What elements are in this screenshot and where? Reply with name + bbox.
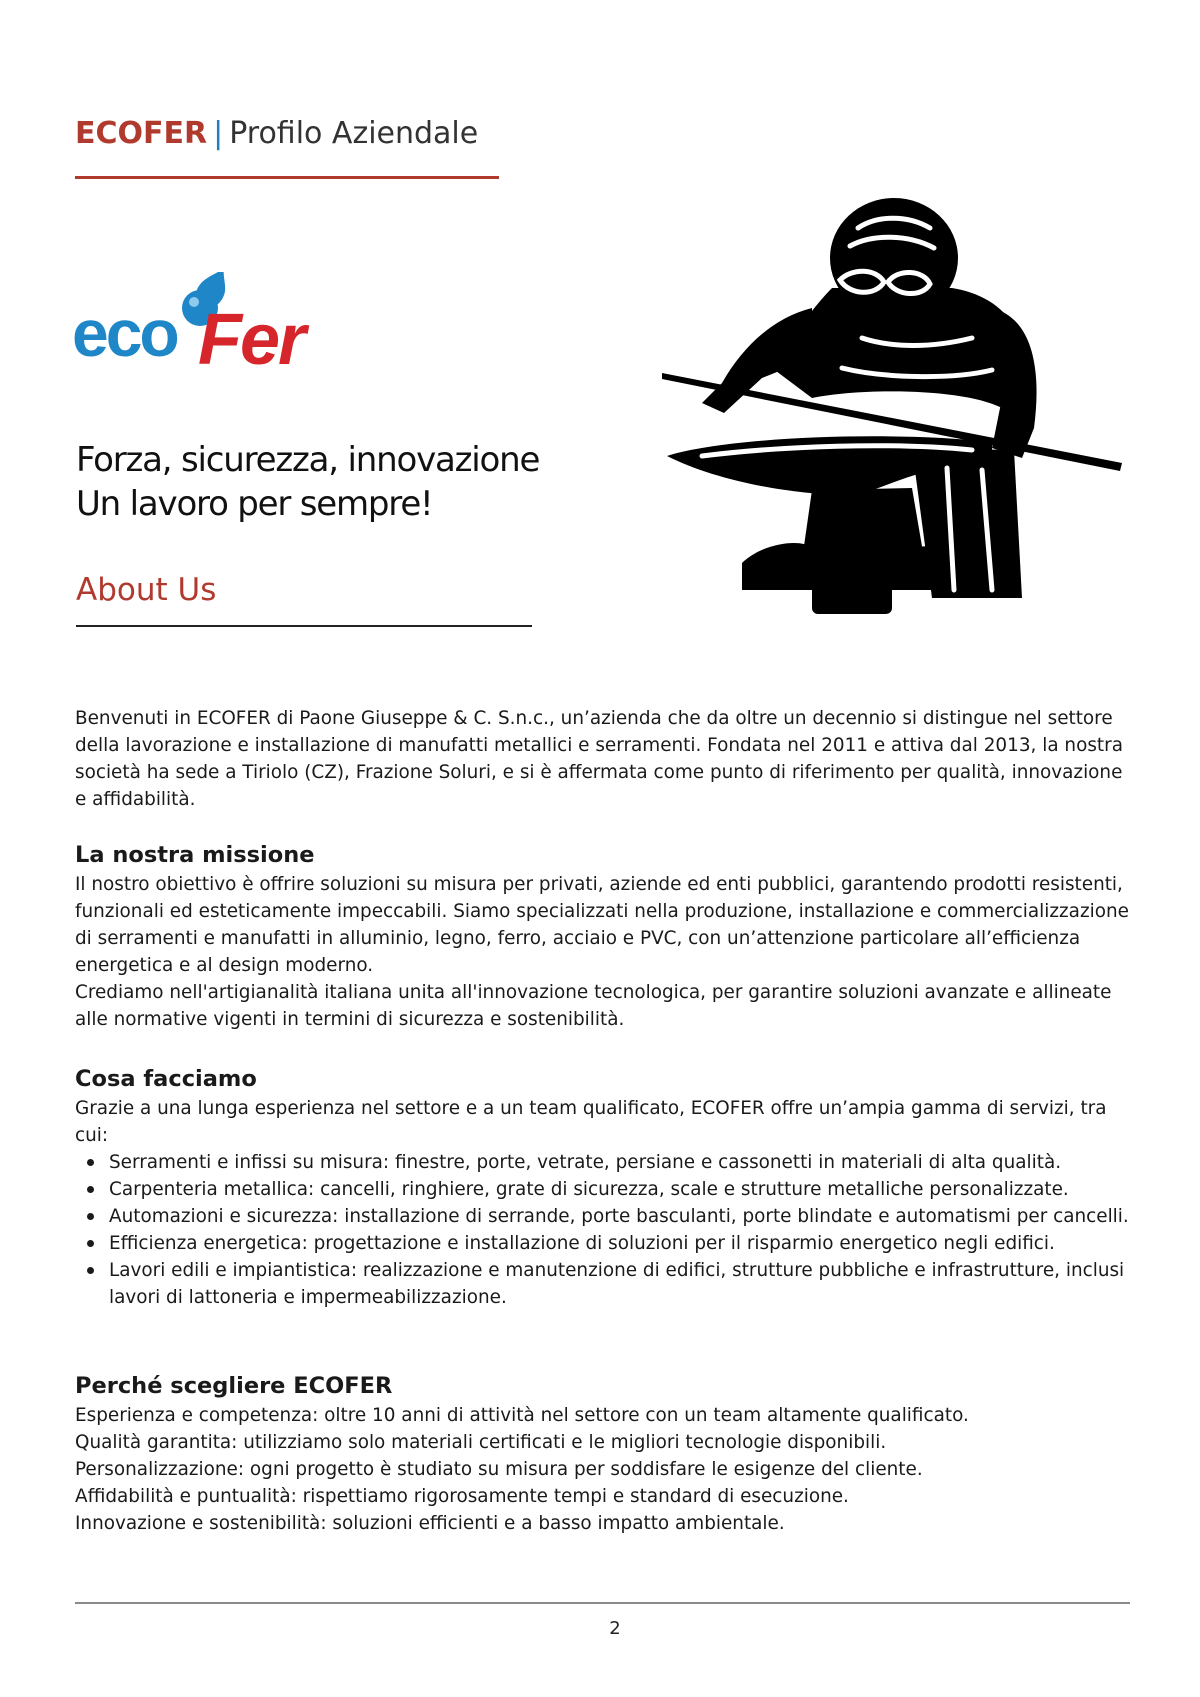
- footer-divider: [75, 1602, 1130, 1604]
- why-heading: Perché scegliere ECOFER: [75, 1373, 393, 1399]
- tagline: [76, 438, 539, 526]
- list-item: Carpenteria metallica: cancelli, ringhiere, grate di sicurezza, scale e strutture metalliche personalizzate.: [109, 1176, 1145, 1203]
- services-list: [75, 1149, 1145, 1311]
- blacksmith-illustration-icon: [662, 198, 1132, 638]
- why-line: Personalizzazione: ogni progetto è studiato su misura per soddisfare le esigenze del cliente.: [75, 1459, 923, 1480]
- header-underline: [75, 176, 499, 179]
- ecofer-logo: [72, 272, 382, 392]
- page-number: 2: [609, 1618, 621, 1639]
- about-us-underline: [76, 625, 532, 627]
- mission-section: [75, 839, 1145, 1033]
- logo-eco-text: eco: [72, 296, 177, 370]
- why-section: [75, 1370, 1145, 1537]
- tagline-line-1: Forza, sicurezza, innovazione: [76, 440, 540, 480]
- header-subtitle: Profilo Aziendale: [229, 116, 479, 151]
- why-line: Innovazione e sostenibilità: soluzioni efficienti e a basso impatto ambientale.: [75, 1513, 785, 1534]
- header-separator: |: [213, 116, 224, 151]
- header-brand: ECOFER: [75, 116, 208, 151]
- list-item: Automazioni e sicurezza: installazione di serrande, porte basculanti, porte blindate e automatismi per cancelli.: [109, 1203, 1145, 1230]
- mission-paragraph-1: Il nostro obiettivo è offrire soluzioni su misura per privati, aziende ed enti pubblici, garantendo prodotti resistenti, funzionali ed esteticamente impeccabili. Siamo specializzati nella produzione, installazione e commercializzazione di serramenti e manufatti in alluminio, legno, ferro, acciaio e PVC, con un’attenzione particolare all’efficienza energetica e al design moderno.: [75, 874, 1129, 976]
- list-item: Serramenti e infissi su misura: finestre, porte, vetrate, persiane e cassonetti in materiali di alta qualità.: [109, 1149, 1145, 1176]
- why-line: Qualità garantita: utilizziamo solo materiali certificati e le migliori tecnologie disponibili.: [75, 1432, 887, 1453]
- tagline-line-2: Un lavoro per sempre!: [76, 484, 433, 524]
- services-section: [75, 1063, 1145, 1311]
- logo-fer-text: Fer: [198, 300, 305, 380]
- about-us-heading: About Us: [76, 572, 217, 608]
- page-header: [75, 114, 478, 154]
- why-line: Affidabilità e puntualità: rispettiamo rigorosamente tempi e standard di esecuzione.: [75, 1486, 849, 1507]
- list-item: Efficienza energetica: progettazione e installazione di soluzioni per il risparmio energetico negli edifici.: [109, 1230, 1145, 1257]
- mission-paragraph-2: Crediamo nell'artigianalità italiana unita all'innovazione tecnologica, per garantire soluzioni avanzate e allineate alle normative vigenti in termini di sicurezza e sostenibilità.: [75, 982, 1112, 1030]
- why-line: Esperienza e competenza: oltre 10 anni di attività nel settore con un team altamente qualificato.: [75, 1405, 969, 1426]
- services-intro: Grazie a una lunga esperienza nel settore e a un team qualificato, ECOFER offre un’ampia gamma di servizi, tra cui:: [75, 1098, 1107, 1146]
- about-intro-paragraph: Benvenuti in ECOFER di Paone Giuseppe & C. S.n.c., un’azienda che da oltre un decennio si distingue nel settore della lavorazione e installazione di manufatti metallici e serramenti. Fondata nel 2011 e attiva dal 2013, la nostra società ha sede a Tiriolo (CZ), Frazione Soluri, e si è affermata come punto di riferimento per qualità, innovazione e affidabilità.: [75, 708, 1123, 810]
- mission-heading: La nostra missione: [75, 842, 315, 868]
- services-heading: Cosa facciamo: [75, 1066, 257, 1092]
- list-item: Lavori edili e impiantistica: realizzazione e manutenzione di edifici, strutture pubbliche e infrastrutture, inclusi lavori di lattoneria e impermeabilizzazione.: [109, 1257, 1145, 1311]
